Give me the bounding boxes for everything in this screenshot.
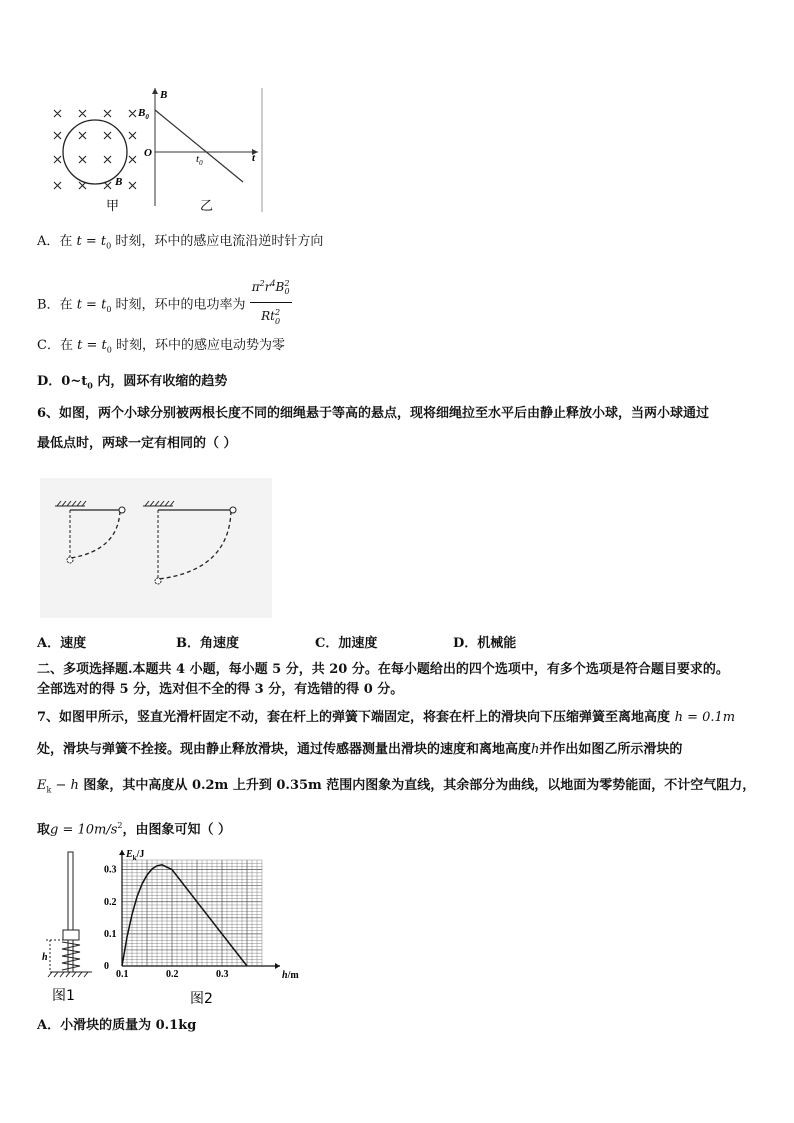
t0-label: $t_0$ xyxy=(196,153,203,167)
y-axis-arrow xyxy=(119,850,125,855)
q5-option-c: C．在 $t = t_0$ 时刻，环中的感应电动势为零 xyxy=(37,338,285,355)
figure-label-1: 图1 xyxy=(52,988,75,1004)
q7-line4: 取$g = 10m/s^2$，由图象可知（ ） xyxy=(37,821,232,838)
x-tick-label: 0.1 xyxy=(116,969,129,980)
label-yi: 乙 xyxy=(200,198,214,213)
q5-option-a: A．在 $t = t_0$ 时刻，环中的感应电流沿逆时针方向 xyxy=(37,234,324,251)
ball-1-start xyxy=(119,507,125,513)
ring-circle xyxy=(63,120,127,184)
q6-option-d: D．机械能 xyxy=(453,636,517,651)
y-tick-label: 0 xyxy=(104,961,109,972)
q5-option-d: D．$0\sim t_0$ 内，圆环有收缩的趋势 xyxy=(37,374,228,391)
ek-h-chart xyxy=(100,846,310,1012)
y-axis-label: $E_k/J$ xyxy=(126,849,145,862)
q6-option-a: A．速度 xyxy=(37,636,87,651)
ball-2-start xyxy=(230,507,236,513)
q7-line3: $E_k - h$ 图象，其中高度从 0.2m 上升到 0.35m 范围内图象为直线，其余部分为曲线，以地面为零势能面，不计空气阻力， xyxy=(37,778,756,795)
figure-label-2: 图2 xyxy=(190,991,213,1007)
q6-line1: 6、如图，两个小球分别被两根长度不同的细绳悬于等高的悬点，现将细绳拉至水平后由静止释放小球，当两小球通过 xyxy=(37,406,710,421)
axis-t-label: t xyxy=(252,152,256,164)
point-b-label: B xyxy=(115,176,123,188)
q6-option-c: C．加速度 xyxy=(315,636,378,651)
section2-line2: 全部选对的得 5 分，选对但不全的得 3 分，有选错的得 0 分。 xyxy=(37,682,404,697)
y-tick-label: 0.2 xyxy=(104,896,117,908)
ek-curve xyxy=(122,865,247,966)
origin-label: O xyxy=(144,147,152,159)
x-axis-arrow xyxy=(275,963,280,969)
x-marks xyxy=(54,110,136,189)
x-tick-label: 0.2 xyxy=(166,969,179,980)
chart-axes xyxy=(119,850,280,969)
figure-spring-rod xyxy=(40,848,100,1008)
section2-line1: 二、多项选择题.本题共 4 小题，每小题 5 分，共 20 分。在每小题给出的四个选项中，有多个选项是符合题目要求的。 xyxy=(37,662,729,677)
axis-b-label: B xyxy=(160,89,168,101)
y-tick-label: 0.1 xyxy=(104,928,117,940)
ball-2-bottom xyxy=(155,578,161,584)
h-label: h xyxy=(42,952,48,963)
figure-pendulums xyxy=(40,478,272,618)
q6-line2: 最低点时，两球一定有相同的（ ） xyxy=(37,436,237,451)
q6-option-b: B．角速度 xyxy=(176,636,239,651)
power-fraction: $\frac{\pi^2r^4B^2_0}{Rt^2_0}$ xyxy=(250,274,292,332)
q7-option-a: A．小滑块的质量为 0.1kg xyxy=(37,1018,197,1033)
chart-grid xyxy=(122,860,262,966)
x-tick-label: 0.3 xyxy=(216,969,229,980)
q7-line2: 处，滑块与弹簧不拴接。现由静止释放滑块，通过传感器测量出滑块的速度和离地高度h并作出如图乙所示滑块的 xyxy=(37,742,683,757)
ball-1-bottom xyxy=(67,557,73,563)
x-axis-label: h/m xyxy=(282,970,299,981)
q7-line1: 7、如图甲所示，竖直光滑杆固定不动，套在杆上的弹簧下端固定，将套在杆上的滑块向下压缩弹簧至离地高度 h = 0.1m xyxy=(37,710,736,725)
label-jia: 甲 xyxy=(106,198,120,213)
b0-label: $B_0$ xyxy=(138,107,149,121)
y-tick-label: 0.3 xyxy=(104,864,117,876)
figure-magnetic-field xyxy=(40,80,280,215)
q5-option-b: B．在 $t = t_0$ 时刻，环中的电功率为 $\frac{\pi^2r^4B^2_0}{Rt^2_0}$ xyxy=(37,276,292,334)
b-t-line xyxy=(155,110,243,182)
